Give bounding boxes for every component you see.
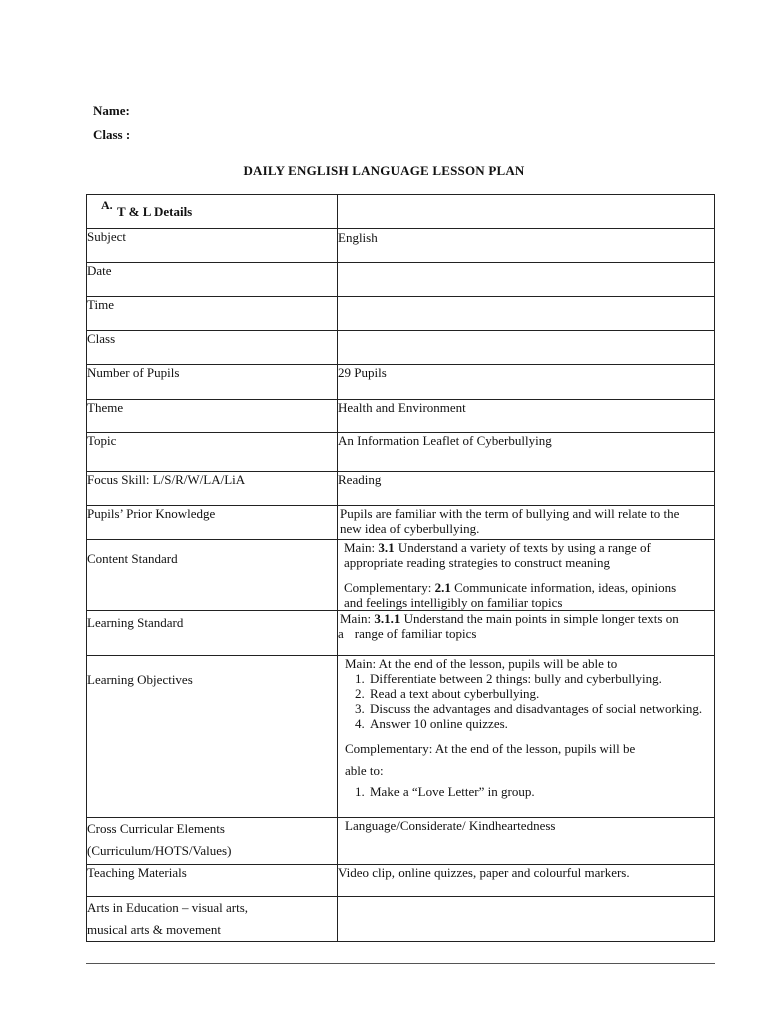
list-item: 1. Make a “Love Letter” in group. [368, 784, 714, 799]
pupils-value: 29 Pupils [338, 365, 715, 400]
date-value [338, 263, 715, 297]
table-row [87, 263, 715, 297]
table-row [87, 331, 715, 365]
content-comp-line2: and feelings intelligibly on familiar topics [344, 595, 563, 610]
name-label: Name: [93, 103, 130, 118]
learning-standard-text2: range of familiar topics [354, 626, 477, 641]
subject-label: Subject [87, 229, 338, 263]
teaching-materials-value: Video clip, online quizzes, paper and colourful markers. [338, 865, 715, 897]
learning-standard-code: 3.1.1 [374, 611, 401, 626]
list-item: 4. Answer 10 online quizzes. [368, 716, 714, 731]
section-header-cell [87, 195, 338, 229]
section-header-empty-cell [338, 195, 715, 229]
objectives-comp-intro-line: able to: [345, 763, 384, 778]
prior-knowledge-line: new idea of cyberbullying. [340, 521, 480, 536]
learning-standard-label: Learning Standard [87, 611, 338, 656]
table-row [87, 540, 715, 611]
objectives-main-list [345, 671, 714, 731]
focus-skill-value: Reading [338, 472, 715, 506]
time-value [338, 297, 715, 331]
table-row [87, 897, 715, 942]
content-comp-text: Communicate information, ideas, opinions [450, 580, 677, 595]
objectives-comp-intro-line: Complementary: At the end of the lesson, pupils will be [345, 741, 636, 756]
page-title: DAILY ENGLISH LANGUAGE LESSON PLAN [243, 163, 525, 178]
list-item: 2. Read a text about cyberbullying. [368, 686, 714, 701]
arts-education-label-line: musical arts & movement [87, 922, 221, 937]
table-row [87, 365, 715, 400]
content-comp-code: 2.1 [434, 580, 451, 595]
subject-value: English [338, 229, 715, 263]
topic-value: An Information Leaflet of Cyberbullying [338, 433, 715, 472]
content-main-text: Understand a variety of texts by using a range of [394, 540, 651, 555]
content-standard-value [338, 540, 715, 611]
class-row-value [338, 331, 715, 365]
table-row [87, 611, 715, 656]
table-row [87, 818, 715, 865]
cross-curricular-label [87, 818, 338, 865]
learning-standard-text: Understand the main points in simple longer texts on [400, 611, 679, 626]
table-row [87, 433, 715, 472]
arts-education-label [87, 897, 338, 942]
arts-education-label-line: Arts in Education – visual arts, [87, 900, 249, 915]
list-item: 3. Discuss the advantages and disadvantages of social networking. [368, 701, 714, 716]
page-footer-rule [86, 963, 715, 964]
learning-standard-prefix: Main: [340, 611, 375, 626]
objectives-main-intro: Main: At the end of the lesson, pupils will be able to [345, 656, 618, 671]
lesson-plan-table [86, 194, 715, 942]
table-row [87, 506, 715, 540]
table-row [87, 472, 715, 506]
arts-education-value [338, 897, 715, 942]
focus-skill-label: Focus Skill: L/S/R/W/LA/LiA [87, 472, 338, 506]
learning-objectives-value [338, 656, 715, 818]
class-label: Class : [93, 127, 131, 142]
time-label: Time [87, 297, 338, 331]
list-item: 1. Differentiate between 2 things: bully and cyberbullying. [368, 671, 714, 686]
content-comp-line [344, 580, 714, 595]
table-row [87, 400, 715, 433]
content-comp-prefix: Complementary: [344, 580, 435, 595]
prior-knowledge-label: Pupils’ Prior Knowledge [87, 506, 338, 540]
section-title: T & L Details [117, 204, 193, 219]
table-row [87, 865, 715, 897]
theme-value: Health and Environment [338, 400, 715, 433]
content-standard-label: Content Standard [87, 540, 338, 611]
content-main-line [344, 540, 714, 555]
teaching-materials-label: Teaching Materials [87, 865, 338, 897]
content-main-line2: appropriate reading strategies to construct meaning [344, 555, 611, 570]
objectives-comp-list [345, 784, 714, 799]
cross-curricular-value: Language/Considerate/ Kindheartedness [338, 818, 715, 865]
learning-standard-a: a [338, 626, 344, 641]
content-main-code: 3.1 [378, 540, 395, 555]
date-label: Date [87, 263, 338, 297]
class-row-label: Class [87, 331, 338, 365]
content-main-prefix: Main: [344, 540, 379, 555]
theme-label: Theme [87, 400, 338, 433]
topic-label: Topic [87, 433, 338, 472]
table-row [87, 656, 715, 818]
table-row [87, 229, 715, 263]
prior-knowledge-line: Pupils are familiar with the term of bullying and will relate to the [340, 506, 680, 521]
table-row [87, 195, 715, 229]
learning-standard-line [338, 611, 714, 626]
pupils-label: Number of Pupils [87, 365, 338, 400]
table-row [87, 297, 715, 331]
learning-objectives-label: Learning Objectives [87, 656, 338, 818]
learning-standard-value [338, 611, 715, 656]
section-letter: A. [101, 198, 113, 212]
cross-curricular-label-line: Cross Curricular Elements [87, 821, 225, 836]
prior-knowledge-value [338, 506, 715, 540]
learning-standard-line2 [338, 626, 714, 641]
cross-curricular-label-line: (Curriculum/HOTS/Values) [87, 843, 232, 858]
objectives-comp-intro [345, 738, 714, 782]
